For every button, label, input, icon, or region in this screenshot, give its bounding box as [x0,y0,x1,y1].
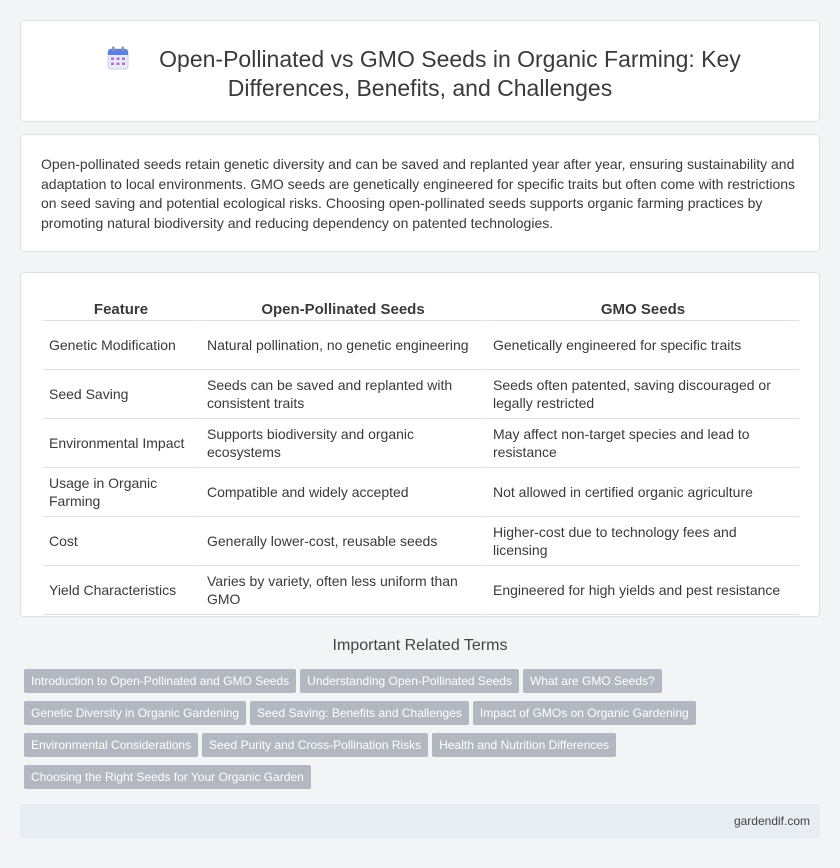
related-term-tag[interactable]: Introduction to Open-Pollinated and GMO Seeds [24,669,296,693]
table-cell: Engineered for high yields and pest resistance [485,566,799,615]
table-cell: Natural pollination, no genetic engineering [199,321,485,370]
table-row [43,370,799,419]
footer-site-name[interactable]: gardendif.com [733,814,810,828]
related-term-tag[interactable]: Understanding Open-Pollinated Seeds [300,669,519,693]
intro-card [20,134,820,252]
table-cell: Seed Saving [43,370,199,419]
table-row [43,566,799,615]
table-cell: Cost [43,517,199,566]
table-cell: Yield Characteristics [43,566,199,615]
page-title [21,45,819,103]
table-row [43,468,799,517]
header-card [20,20,820,122]
table-cell: May affect non-target species and lead to resistance [485,419,799,468]
footer [20,804,820,838]
table-cell: Higher-cost due to technology fees and licensing [485,517,799,566]
related-term-tag[interactable]: Seed Saving: Benefits and Challenges [250,701,469,725]
page-title-line1: Open-Pollinated vs GMO Seeds in Organic Farming: Key [159,46,741,72]
related-term-tag[interactable]: Impact of GMOs on Organic Gardening [473,701,696,725]
table-cell: Supports biodiversity and organic ecosystems [199,419,485,468]
table-cell: Not allowed in certified organic agriculture [485,468,799,517]
table-cell: Seeds can be saved and replanted with consistent traits [199,370,485,419]
page-title-line2: Differences, Benefits, and Challenges [227,75,613,101]
related-term-tag[interactable]: Environmental Considerations [24,733,198,757]
table-cell: Varies by variety, often less uniform than GMO [199,566,485,615]
table-row [43,321,799,370]
comparison-table-card [20,272,820,617]
table-cell: Generally lower-cost, reusable seeds [199,517,485,566]
comparison-table [43,295,799,615]
related-term-tag[interactable]: Choosing the Right Seeds for Your Organic Garden [24,765,311,789]
header-open-pollinated: Open-Pollinated Seeds [199,295,485,321]
related-term-tag[interactable]: Health and Nutrition Differences [432,733,616,757]
table-cell: Usage in Organic Farming [43,468,199,517]
table-cell: Seeds often patented, saving discouraged or legally restricted [485,370,799,419]
table-header-row [43,295,799,321]
related-term-tag[interactable]: Seed Purity and Cross-Pollination Risks [202,733,428,757]
table-cell: Compatible and widely accepted [199,468,485,517]
related-term-tag[interactable]: Genetic Diversity in Organic Gardening [24,701,246,725]
related-terms-title: Important Related Terms [332,637,508,654]
related-terms-list [24,669,704,797]
header-feature: Feature [43,295,199,321]
table-cell: Genetically engineered for specific traits [485,321,799,370]
related-term-tag[interactable]: What are GMO Seeds? [523,669,662,693]
intro-text: Open-pollinated seeds retain genetic diversity and can be saved and replanted year after year, ensuring sustainability and adaptation to local environments. GMO seeds are genetically engineered for specific traits but often come with restrictions on seed saving and potential ecological risks. Choosing open-pollinated seeds supports organic farming practices by promoting natural biodiversity and reducing dependency on patented technologies. [41,156,796,231]
header-gmo: GMO Seeds [485,295,799,321]
table-row [43,419,799,468]
table-cell: Genetic Modification [43,321,199,370]
table-cell: Environmental Impact [43,419,199,468]
table-row [43,517,799,566]
